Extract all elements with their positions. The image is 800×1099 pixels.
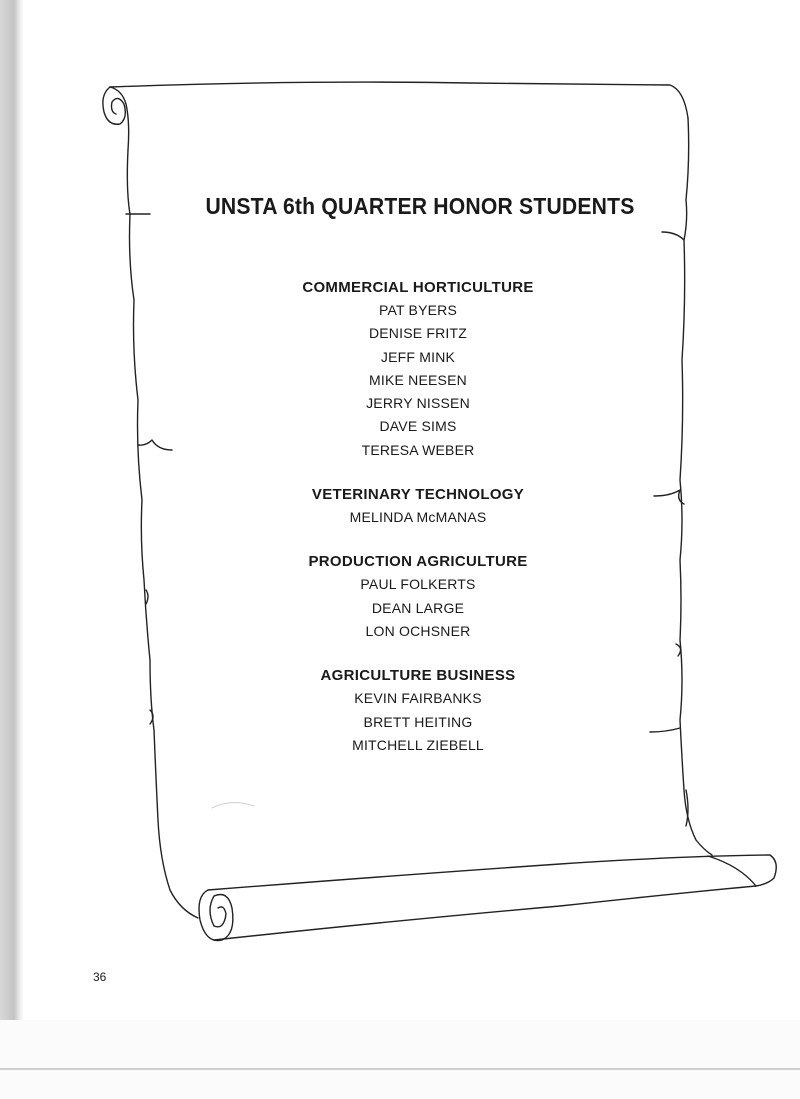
- section-heading: VETERINARY TECHNOLOGY: [311, 486, 525, 504]
- student-name: JEFF MINK: [380, 348, 456, 365]
- section-commercial-horticulture: [218, 277, 618, 462]
- student-name: PAUL FOLKERTS: [360, 576, 476, 593]
- page-number: 36: [93, 970, 107, 984]
- student-name: JERRY NISSEN: [366, 395, 470, 412]
- section-veterinary-technology: [218, 484, 618, 529]
- honor-student-list: [218, 277, 618, 779]
- student-name: LON OCHSNER: [365, 622, 471, 639]
- student-name: MELINDA McMANAS: [349, 509, 487, 526]
- student-name: BRETT HEITING: [363, 713, 473, 730]
- section-heading: COMMERCIAL HORTICULTURE: [302, 279, 534, 296]
- student-name: MIKE NEESEN: [369, 371, 467, 388]
- page-title: UNSTA 6th QUARTER HONOR STUDENTS: [205, 193, 635, 219]
- section-heading: PRODUCTION AGRICULTURE: [308, 553, 528, 571]
- student-name: MITCHELL ZIEBELL: [352, 736, 484, 753]
- student-name: TERESA WEBER: [361, 441, 475, 458]
- student-name: PAT BYERS: [378, 302, 458, 318]
- student-name: DENISE FRITZ: [368, 325, 468, 342]
- student-name: DAVE SIMS: [379, 418, 457, 435]
- student-name: DEAN LARGE: [371, 599, 465, 616]
- section-heading: AGRICULTURE BUSINESS: [320, 667, 516, 685]
- section-agriculture-business: [218, 665, 618, 757]
- section-production-agriculture: [218, 551, 618, 643]
- student-name: KEVIN FAIRBANKS: [354, 690, 482, 707]
